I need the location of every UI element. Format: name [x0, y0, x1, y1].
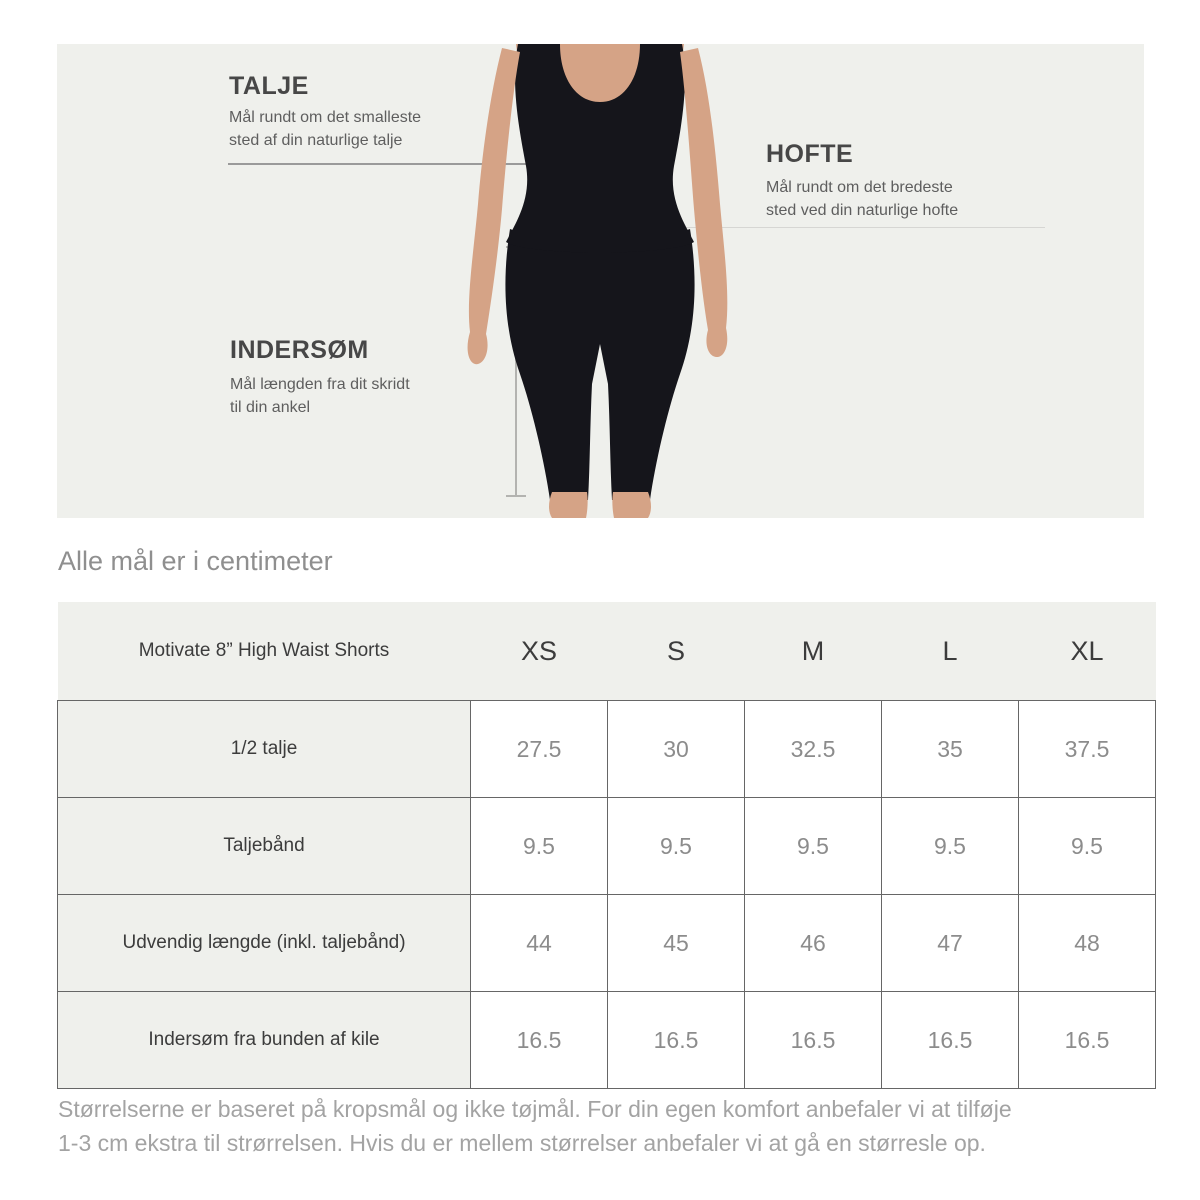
talje-label: TALJE	[229, 72, 309, 100]
size-value-cell: 16.5	[882, 992, 1019, 1089]
size-table	[57, 602, 1156, 1089]
size-value-cell: 48	[1019, 895, 1156, 992]
size-value-cell: 27.5	[471, 701, 608, 798]
size-value-cell: 45	[608, 895, 745, 992]
size-col-header-xs: XS	[471, 602, 608, 701]
size-table-header-row	[58, 602, 1156, 701]
talje-description-line2: sted af din naturlige talje	[229, 132, 403, 149]
product-name: Motivate 8” High Waist Shorts	[58, 602, 471, 701]
size-value-cell: 9.5	[745, 798, 882, 895]
indersom-description-line1: Mål længden fra dit skridt	[230, 376, 410, 393]
sizing-disclaimer	[58, 1092, 1138, 1160]
size-value-cell: 16.5	[1019, 992, 1156, 1089]
size-value-cell: 9.5	[882, 798, 1019, 895]
row-label: Indersøm fra bunden af kile	[58, 992, 471, 1089]
size-col-header-m: M	[745, 602, 882, 701]
size-value-cell: 32.5	[745, 701, 882, 798]
model-figure	[440, 44, 760, 518]
size-value-cell: 16.5	[471, 992, 608, 1089]
row-label: Taljebånd	[58, 798, 471, 895]
talje-description-line1: Mål rundt om det smalleste	[229, 109, 422, 126]
size-value-cell: 30	[608, 701, 745, 798]
size-guide-figure-panel	[57, 44, 1144, 518]
size-value-cell: 9.5	[608, 798, 745, 895]
size-value-cell: 47	[882, 895, 1019, 992]
size-value-cell: 9.5	[471, 798, 608, 895]
size-value-cell: 37.5	[1019, 701, 1156, 798]
hofte-label: HOFTE	[766, 140, 854, 168]
table-row	[58, 895, 1156, 992]
indersom-label: INDERSØM	[230, 336, 369, 364]
table-row	[58, 701, 1156, 798]
table-row	[58, 798, 1156, 895]
hofte-description-line1: Mål rundt om det bredeste	[766, 179, 953, 196]
hofte-description	[766, 176, 958, 222]
size-col-header-s: S	[608, 602, 745, 701]
size-col-header-xl: XL	[1019, 602, 1156, 701]
size-value-cell: 44	[471, 895, 608, 992]
sizing-disclaimer-line2: 1-3 cm ekstra til strørrelsen. Hvis du er mellem størrelser anbefaler vi at gå en størresle op.	[58, 1130, 986, 1156]
size-value-cell: 46	[745, 895, 882, 992]
size-value-cell: 16.5	[608, 992, 745, 1089]
sizing-disclaimer-line1: Størrelserne er baseret på kropsmål og ikke tøjmål. For din egen komfort anbefaler vi at tilføje	[58, 1096, 1012, 1122]
indersom-description-line2: til din ankel	[230, 399, 311, 416]
size-value-cell: 16.5	[745, 992, 882, 1089]
size-col-header-l: L	[882, 602, 1019, 701]
row-label: Udvendig længde (inkl. taljebånd)	[58, 895, 471, 992]
units-note: Alle mål er i centimeter	[58, 546, 333, 576]
row-label: 1/2 talje	[58, 701, 471, 798]
indersom-description	[230, 373, 410, 419]
hofte-description-line2: sted ved din naturlige hofte	[766, 202, 959, 219]
size-value-cell: 9.5	[1019, 798, 1156, 895]
table-row	[58, 992, 1156, 1089]
size-value-cell: 35	[882, 701, 1019, 798]
talje-description	[229, 106, 421, 152]
